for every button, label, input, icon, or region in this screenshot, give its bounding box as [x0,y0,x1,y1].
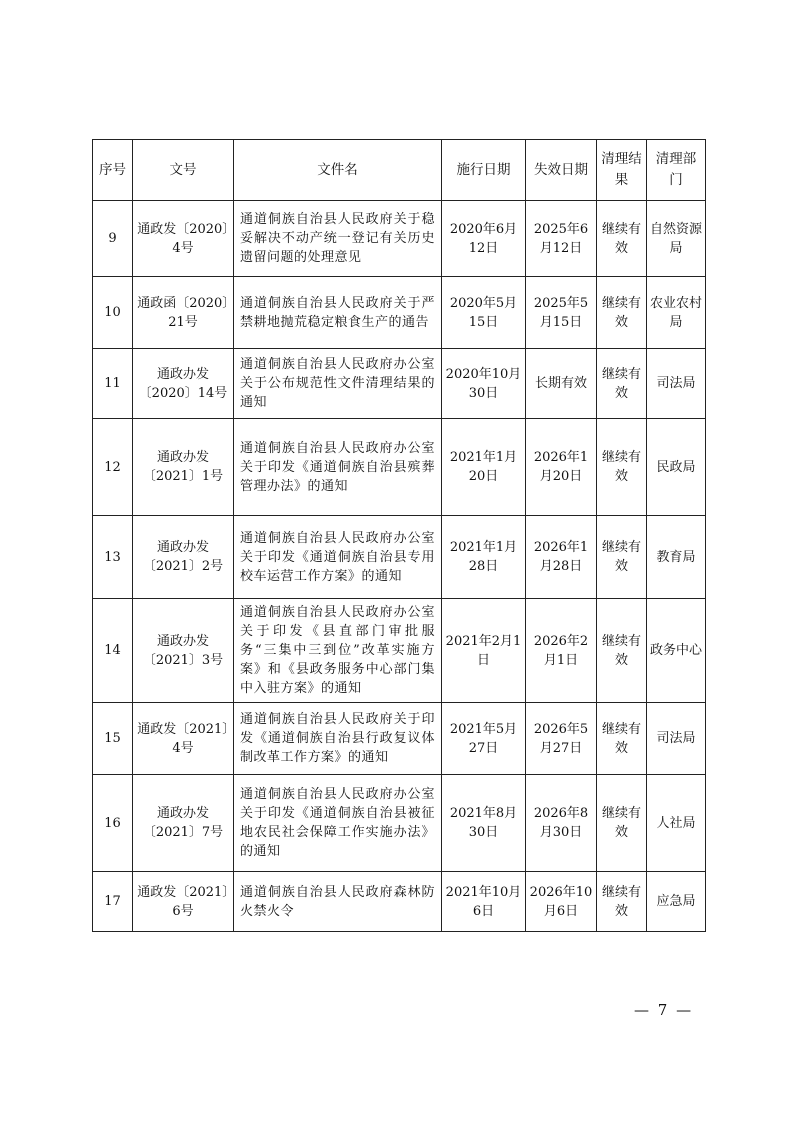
cell-dept: 自然资源局 [647,201,706,277]
cell-expiry-date: 2025年6月12日 [526,201,597,277]
cell-dept: 民政局 [647,419,706,516]
table-row [93,201,706,277]
cell-doc-no: 通政函〔2020〕21号 [133,277,234,349]
cell-result: 继续有效 [597,872,647,932]
cell-dept: 应急局 [647,872,706,932]
cell-effective-date: 2021年1月28日 [442,516,526,599]
cell-doc-name: 通道侗族自治县人民政府森林防火禁火令 [234,872,442,932]
cell-doc-no: 通政办发〔2021〕3号 [133,599,234,703]
cell-seq: 13 [93,516,133,599]
cell-dept: 农业农村局 [647,277,706,349]
cell-dept: 教育局 [647,516,706,599]
cell-result: 继续有效 [597,201,647,277]
table-row [93,703,706,775]
cell-dept: 政务中心 [647,599,706,703]
cell-result: 继续有效 [597,775,647,872]
cell-effective-date: 2021年8月30日 [442,775,526,872]
cell-dept: 司法局 [647,703,706,775]
cell-doc-name: 通道侗族自治县人民政府关于印发《通道侗族自治县行政复议体制改革工作方案》的通知 [234,703,442,775]
cell-expiry-date: 2025年5月15日 [526,277,597,349]
table-row [93,775,706,872]
header-seq: 序号 [93,140,133,201]
cell-result: 继续有效 [597,599,647,703]
cell-seq: 10 [93,277,133,349]
cell-doc-no: 通政发〔2021〕4号 [133,703,234,775]
table-row [93,349,706,419]
table-row [93,872,706,932]
table-header-row [93,140,706,201]
cell-doc-name: 通道侗族自治县人民政府关于稳妥解决不动产统一登记有关历史遗留问题的处理意见 [234,201,442,277]
cell-result: 继续有效 [597,277,647,349]
table-row [93,516,706,599]
cell-dept: 司法局 [647,349,706,419]
cell-doc-no: 通政办发〔2020〕14号 [133,349,234,419]
cell-seq: 17 [93,872,133,932]
cell-result: 继续有效 [597,516,647,599]
cell-expiry-date: 2026年8月30日 [526,775,597,872]
cell-doc-no: 通政发〔2021〕6号 [133,872,234,932]
header-cleanup-result: 清理结果 [597,140,647,201]
cell-result: 继续有效 [597,349,647,419]
cell-effective-date: 2020年5月15日 [442,277,526,349]
cell-expiry-date: 2026年1月28日 [526,516,597,599]
cell-doc-name: 通道侗族自治县人民政府办公室关于印发《通道侗族自治县被征地农民社会保障工作实施办法》的通知 [234,775,442,872]
header-cleanup-dept: 清理部门 [647,140,706,201]
cell-effective-date: 2021年5月27日 [442,703,526,775]
cell-effective-date: 2020年10月30日 [442,349,526,419]
cell-expiry-date: 2026年1月20日 [526,419,597,516]
cell-doc-name: 通道侗族自治县人民政府关于严禁耕地抛荒稳定粮食生产的通告 [234,277,442,349]
table-row [93,277,706,349]
cell-expiry-date: 长期有效 [526,349,597,419]
cell-doc-no: 通政办发〔2021〕2号 [133,516,234,599]
cell-seq: 9 [93,201,133,277]
cell-seq: 14 [93,599,133,703]
cell-seq: 12 [93,419,133,516]
cell-doc-name: 通道侗族自治县人民政府办公室关于公布规范性文件清理结果的通知 [234,349,442,419]
cell-expiry-date: 2026年5月27日 [526,703,597,775]
cell-expiry-date: 2026年10月6日 [526,872,597,932]
cell-doc-no: 通政办发〔2021〕1号 [133,419,234,516]
table-row [93,599,706,703]
cell-effective-date: 2021年2月1日 [442,599,526,703]
cell-effective-date: 2020年6月12日 [442,201,526,277]
header-effective-date: 施行日期 [442,140,526,201]
cell-dept: 人社局 [647,775,706,872]
cell-seq: 11 [93,349,133,419]
cell-doc-name: 通道侗族自治县人民政府办公室关于印发《通道侗族自治县专用校车运营工作方案》的通知 [234,516,442,599]
header-doc-name: 文件名 [234,140,442,201]
header-expiry-date: 失效日期 [526,140,597,201]
cell-doc-no: 通政办发〔2021〕7号 [133,775,234,872]
page-number: — 7 — [634,1001,694,1019]
cell-result: 继续有效 [597,703,647,775]
table-row [93,419,706,516]
cell-doc-name: 通道侗族自治县人民政府办公室关于印发《通道侗族自治县殡葬管理办法》的通知 [234,419,442,516]
cell-result: 继续有效 [597,419,647,516]
cell-effective-date: 2021年1月20日 [442,419,526,516]
cell-doc-no: 通政发〔2020〕4号 [133,201,234,277]
cell-doc-name: 通道侗族自治县人民政府办公室关于印发《县直部门审批服务“三集中三到位”改革实施方案》和《县政务服务中心部门集中入驻方案》的通知 [234,599,442,703]
cell-expiry-date: 2026年2月1日 [526,599,597,703]
cell-seq: 15 [93,703,133,775]
header-doc-no: 文号 [133,140,234,201]
document-table [92,139,706,932]
cell-seq: 16 [93,775,133,872]
cell-effective-date: 2021年10月6日 [442,872,526,932]
